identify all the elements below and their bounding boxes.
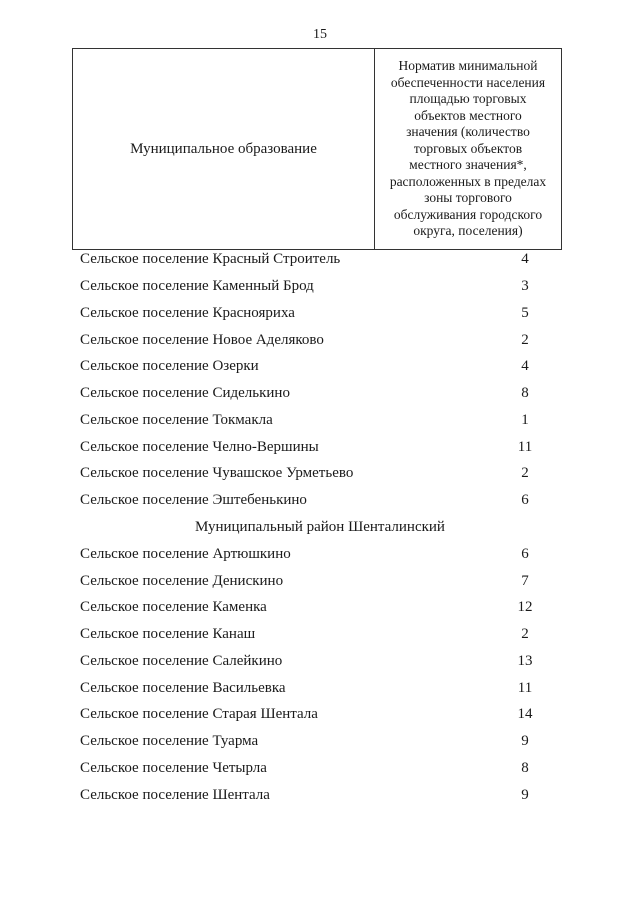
settlement-name: Сельское поселение Сиделькино: [80, 385, 290, 401]
table-row: [80, 731, 560, 751]
table-row: [80, 303, 560, 323]
settlement-value: 1: [521, 412, 529, 428]
table-row: [80, 437, 560, 457]
table-row: [80, 785, 560, 805]
settlement-value: 11: [517, 680, 533, 696]
table-row: [80, 490, 560, 510]
header-norm-line: объектов местного: [414, 107, 522, 123]
table-row: [80, 276, 560, 296]
settlement-value: 8: [521, 760, 529, 776]
settlement-name: Сельское поселение Каменка: [80, 599, 267, 615]
settlement-value: 4: [521, 251, 529, 267]
settlement-name: Сельское поселение Челно-Вершины: [80, 439, 319, 455]
settlement-value: 7: [521, 573, 529, 589]
table-header: [72, 48, 562, 250]
table-row: [80, 410, 560, 430]
header-norm-line: округа, поселения): [413, 223, 523, 239]
header-norm-line: Норматив минимальной: [398, 58, 538, 74]
settlement-name: Сельское поселение Шентала: [80, 787, 270, 803]
settlement-value: 2: [521, 465, 529, 481]
settlement-name: Сельское поселение Каменный Брод: [80, 278, 314, 294]
table-row: [80, 571, 560, 591]
settlement-value: 2: [521, 626, 529, 642]
settlement-value: 2: [521, 332, 529, 348]
section-heading: Муниципальный район Шенталинский: [195, 519, 445, 535]
header-norm-line: расположенных в пределах: [389, 173, 547, 189]
table-row: [80, 624, 560, 644]
settlement-name: Сельское поселение Эштебенькино: [80, 492, 307, 508]
table-row: [80, 651, 560, 671]
settlement-name: Сельское поселение Новое Аделяково: [80, 332, 324, 348]
settlement-name: Сельское поселение Артюшкино: [80, 546, 291, 562]
settlement-value: 13: [517, 653, 533, 669]
header-norm-line: торговых объектов: [413, 140, 523, 156]
table-row: [80, 597, 560, 617]
header-norm-line: обслуживания городского: [393, 206, 543, 222]
table-row: [80, 704, 560, 724]
settlement-value: 14: [517, 706, 533, 722]
settlement-value: 6: [521, 492, 529, 508]
settlement-name: Сельское поселение Краснояриха: [80, 305, 295, 321]
settlement-value: 3: [521, 278, 529, 294]
settlement-name: Сельское поселение Салейкино: [80, 653, 283, 669]
settlement-name: Сельское поселение Токмакла: [80, 412, 273, 428]
table-row: [80, 356, 560, 376]
settlement-name: Сельское поселение Васильевка: [80, 680, 286, 696]
header-norm-line: местного значения*,: [409, 157, 527, 173]
settlement-value: 5: [521, 305, 529, 321]
table-row: [80, 330, 560, 350]
table-row: [80, 758, 560, 778]
header-norm: [375, 49, 561, 249]
header-municipality: Муниципальное образование: [73, 49, 375, 249]
settlement-value: 9: [521, 787, 529, 803]
settlement-value: 9: [521, 733, 529, 749]
table-row: [80, 678, 560, 698]
settlement-value: 8: [521, 385, 529, 401]
table-row: [80, 463, 560, 483]
settlement-name: Сельское поселение Канаш: [80, 626, 256, 642]
header-norm-line: значения (количество: [406, 124, 530, 140]
header-norm-line: обеспеченности населения: [390, 74, 546, 90]
settlement-value: 6: [521, 546, 529, 562]
settlement-name: Сельское поселение Чувашское Урметьево: [80, 465, 354, 481]
table-row: [80, 383, 560, 403]
settlement-name: Сельское поселение Денискино: [80, 573, 284, 589]
settlement-value: 4: [521, 358, 529, 374]
settlement-value: 11: [517, 439, 533, 455]
table-row: [80, 544, 560, 564]
settlement-name: Сельское поселение Красный Строитель: [80, 251, 341, 267]
header-norm-line: зоны торгового: [424, 190, 512, 206]
header-norm-line: площадью торговых: [409, 91, 527, 107]
settlement-name: Сельское поселение Старая Шентала: [80, 706, 318, 722]
table-row: [80, 249, 560, 269]
settlement-name: Сельское поселение Туарма: [80, 733, 259, 749]
page-number: 15: [313, 27, 327, 42]
settlement-name: Сельское поселение Озерки: [80, 358, 259, 374]
settlement-name: Сельское поселение Четырла: [80, 760, 267, 776]
settlement-value: 12: [517, 599, 533, 615]
